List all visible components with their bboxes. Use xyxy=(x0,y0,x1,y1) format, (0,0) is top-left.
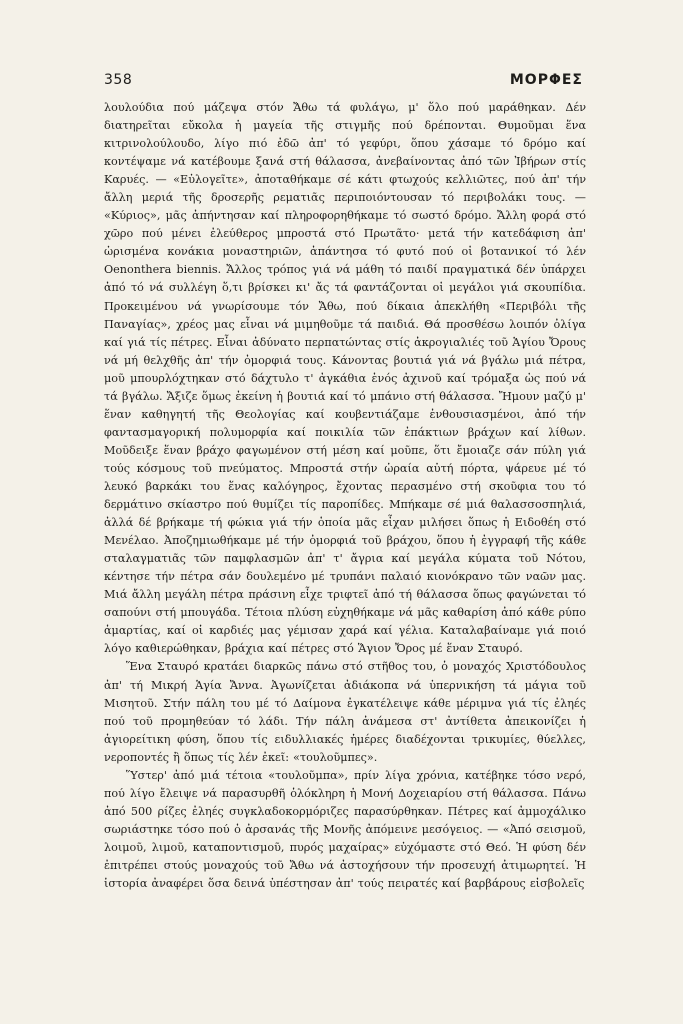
paragraph: Ὕστερ' ἀπό μιά τέτοια «τουλοῦμπα», πρίν λίγα χρόνια, κατέβηκε τόσο νερό, πού λίγο ἔλειψε νά παρασυρθῆ ὁλόκληρη ἡ Μονή Δοχειαρίου στή θάλασσα. Πάνω ἀπό 500 ρίζες ἐληές συγκλαδοκορμόριζες παρασύρθηκαν. Πέτρες καί ἀμμοχάλικο σωριάστηκε τόσο πού ὁ ἀρσανάς τῆς Μονῆς ἀπόμεινε μεσόγειος. — «Ἀπό σεισμοῦ, λοιμοῦ, λιμοῦ, καταποντισμοῦ, πυρός μαχαίρας» εὐχόμαστε στό Θεό. Ἡ φύση δέν ἐπιτρέπει στούς μοναχούς τοῦ Ἄθω νά ἀστοχήσουν τήν προσευχή ἀτιμωρητεί. Ἡ ἱστορία ἀναφέρει ὅσα δεινά ὑπέστησαν ἀπ' τούς πειρατές καί βαρβάρους εἰσβολεῖς xyxy=(104,768,586,891)
article-body xyxy=(104,99,586,893)
journal-title: ΜΟΡΦΕΣ xyxy=(509,72,583,88)
page-header xyxy=(104,72,583,88)
paragraph: Ἕνα Σταυρό κρατάει διαρκῶς πάνω στό στῆθος του, ὁ μοναχός Χριστόδουλος ἀπ' τή Μικρή Ἁγία Ἄννα. Ἀγωνίζεται ἀδιάκοπα νά ὑπερνικήση τά μάγια τοῦ Μισητοῦ. Στήν πάλη του μέ τό Δαίμονα ἐγκατέλειψε κάθε μέριμνα γιά τίς ἐληές πού τοῦ προμηθεύαν τό λάδι. Τήν πάλη ἀνάμεσα στ' ἀντίθετα ἀπεικονίζει ἡ ἁγιορείτικη φύση, ὅπου τίς ειδυλλιακές ἡμέρες διαδέχονται τρικυμίες, θύελλες, νεροποντές ἢ ὅπως τίς λέν ἐκεῖ: «τουλοῦμπες». xyxy=(104,660,586,764)
paragraph: λουλούδια πού μάζεψα στόν Ἄθω τά φυλάγω, μ' ὅλο πού μαράθηκαν. Δέν διατηρεῖται εὔκολα ἡ μαγεία τῆς στιγμῆς πού δρέπονται. Θυμοῦμαι ἕνα κιτρινολούλουδο, λίγο πιό ἐδῶ ἀπ' τό γεφύρι, ὅπου χάσαμε τό δρόμο καί κοντέψαμε νά κατέβουμε ξανά στή θάλασσα, ἀνεβαίνοντας ἀπό τῶν Ἰβήρων στίς Καρυές. — «Εὐλογεῖτε», ἀποταθήκαμε σέ κάτι φτωχούς κελλιῶτες, πού ἀπ' τήν ἄλλη μεριά τῆς δροσερῆς ρεματιᾶς περιποιόντουσαν τό περιβολάκι τους. — «Κύριος», μᾶς ἀπήντησαν καί πληροφορηθήκαμε τό σωστό δρόμο. Ἄλλη φορά στό χῶρο πού μένει ἐλεύθερος μπροστά στό Πρωτᾶτο· μετά τήν κατεδάφιση ἀπ' ὡρισμένα κονάκια μοναστηριῶν, ἀπάντησα τό φυτό πού οἱ βοτανικοί τό λέν Oenonthera biennis. Ἄλλος τρόπος γιά νά μάθη τό παιδί πραγματικά δέν ὑπάρχει ἀπό τό νά συλλέγη ὅ,τι βρίσκει κι' ἄς τά φαντάζονται οἱ μεγάλοι γιά σκουπίδια. Προκειμένου νά γνωρίσουμε τόν Ἄθω, πού δίκαια ἀπεκλήθη «Περιβόλι τῆς Παναγίας», χρέος μας εἶναι νά μιμηθοῦμε τά παιδιά. Θά προσθέσω λοιπόν ὀλίγα καί γιά τίς πέτρες. Εἶναι ἀδύνατο περπατώντας στίς ἀκρογιαλιές τοῦ Ἁγίου Ὄρους νά μή θελχθῆς ἀπ' τήν ὀμορφιά τους. Κάνοντας βουτιά γιά νά βγάλω μιά πέτρα, μοῦ μπουρλόχτηκαν στό δάχτυλο τ' ἀγκάθια ἑνός ἀχινοῦ καί τρόμαξα ὡς πού νά τά βγάλω. Ἄξιζε ὅμως ἐκείνη ἡ βουτιά καί τό μπάνιο στή θάλασσα. Ἤμουν μαζύ μ' ἕναν καθηγητή τῆς Θεολογίας καί κουβεντιάζαμε ἐνθουσιασμένοι, ἀπό τήν φαντασμαγορική πολυμορφία καί ποικιλία τῶν ἐπάκτιων βράχων καί λίθων. Μοῦδειξε ἕναν βράχο φαγωμένον στή μέση καί μοῦπε, ὅτι ἔμοιαζε σάν πύλη γιά τούς κόσμους τοῦ πνεύματος. Μπροστά στήν ὡραία αὐτή πόρτα, ψάρευε μέ τό λευκό βαρκάκι του ἕνας καλόγηρος, ἔχοντας περασμένο στή σκοῦφια του τό δερμάτινο σκίαστρο πού θυμίζει τίς παροπίδες. Μπήκαμε σέ μιά θαλασσοσπηλιά, ἀλλά δέ βρήκαμε τή φώκια γιά τήν ὁποία μᾶς εἶχαν μιλήσει ὅπως ἡ Ειδοθέη στό Μενέλαο. Ἀποζημιωθήκαμε μέ τήν ὀμορφιά τοῦ βράχου, ὅπου ἡ ἐγγραφή τῆς κάθε σταλαγματιᾶς τῶν παμφλασμῶν ἀπ' τ' ἄγρια καί μεγάλα κύματα τοῦ Νότου, κέντησε τήν πέτρα σάν δουλεμένο μέ τρυπάνι παλαιό κιονόκρανο τῶν ναῶν μας. Μιά ἄλλη μεγάλη πέτρα πράσινη εἶχε τριφτεῖ ἀπό τή θάλασσα ὅπως φαγώνεται τό σαπούνι στή μπουγάδα. Τέτοια πλύση εὐχηθήκαμε νά μᾶς καθαρίση ἀπό κάθε ρύπο ἁμαρτίας, καί οἱ καρδιές μας γέμισαν χαρά καί γέλια. Καταλαβαίναμε γιά ποιό λόγο καθιερώθηκαν, βράχια καί πέτρες στό Ἅγιον Ὄρος μέ ἕναν Σταυρό. xyxy=(104,101,586,656)
page-number: 358 xyxy=(104,72,133,88)
